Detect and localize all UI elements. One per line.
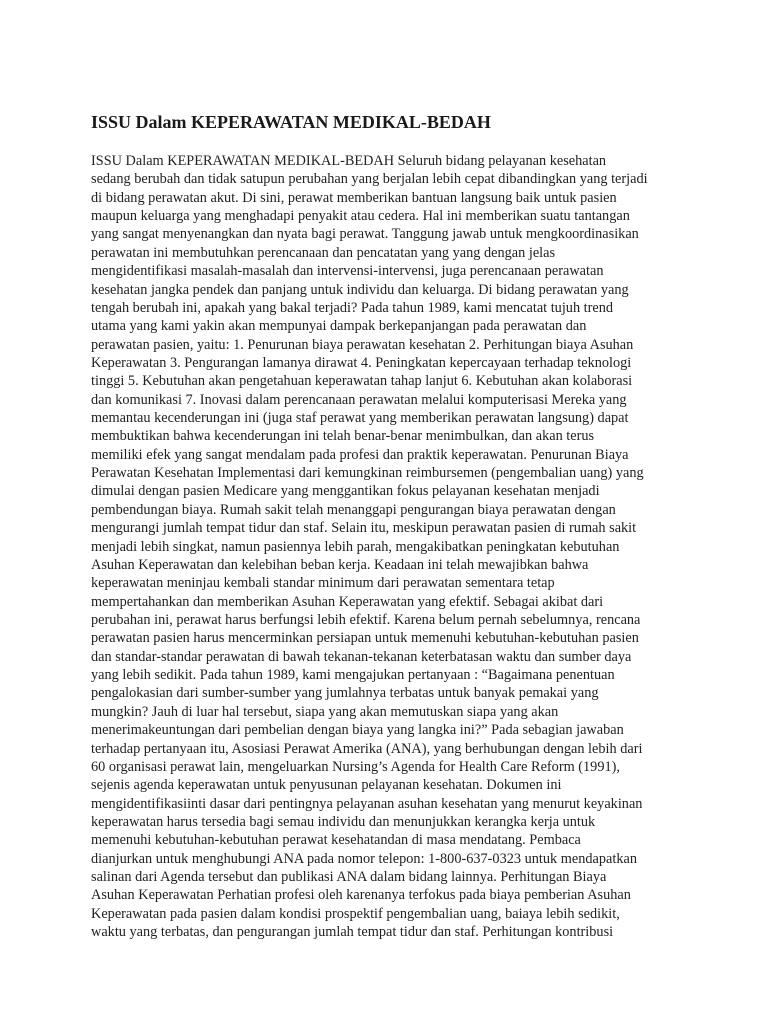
body-text-line: 60 organisasi perawat lain, mengeluarkan Nursing’s Agenda for Health Care Reform (1991), [91, 758, 620, 775]
body-text-line: menjadi lebih singkat, namun pasiennya lebih parah, mengakibatkan peningkatan kebutuhan [91, 538, 620, 555]
document-title: ISSU Dalam KEPERAWATAN MEDIKAL-BEDAH [91, 112, 491, 132]
body-text-line: Perawatan Kesehatan Implementasi dari kemungkinan reimbursemen (pengembalian uang) yang [91, 465, 644, 482]
body-text-line: Asuhan Keperawatan dan kelebihan beban kerja. Keadaan ini telah mewajibkan bahwa [91, 556, 589, 573]
body-text-line: sejenis agenda keperawatan untuk penyusunan pelayanan kesehatan. Dokumen ini [91, 777, 562, 794]
body-text-line: keperawatan meninjau kembali standar minimum dari perawatan sementara tetap [91, 575, 555, 592]
body-text-line: tinggi 5. Kebutuhan akan pengetahuan keperawatan tahap lanjut 6. Kebutuhan akan kolaborasi [91, 373, 633, 390]
body-text-line: pembendungan biaya. Rumah sakit telah menanggapi pengurangan biaya perawatan dengan [91, 501, 616, 518]
body-text-line: dianjurkan untuk menghubungi ANA pada nomor telepon: 1-800-637-0323 untuk mendapatkan [91, 850, 637, 867]
body-text-line: Asuhan Keperawatan Perhatian profesi oleh karenanya terfokus pada biaya pemberian Asuhan [91, 887, 631, 904]
body-text-line: terhadap pertanyaan itu, Asosiasi Perawat Amerika (ANA), yang berhubungan dengan lebih dari [91, 740, 643, 757]
body-text-line: perawatan pasien harus mencerminkan persiapan untuk memenuhi kebutuhan-kebutuhan pasien [91, 630, 639, 647]
document-body [91, 152, 691, 941]
body-text-line: kesehatan jangka pendek dan panjang untuk individu dan keluarga. Di bidang perawatan yang [91, 281, 629, 298]
body-text-line: utama yang kami yakin akan mempunyai dampak berkepanjangan pada perawatan dan [91, 318, 587, 335]
body-text-line: yang lebih sedikit. Pada tahun 1989, kami mengajukan pertanyaan : “Bagaimana penentuan [91, 667, 615, 684]
body-text-line: menerimakeuntungan dari pembelian dengan biaya yang langka ini?” Pada sebagian jawaban [91, 722, 624, 739]
body-text-line: ISSU Dalam KEPERAWATAN MEDIKAL-BEDAH Seluruh bidang pelayanan kesehatan [91, 153, 607, 169]
body-text-line: memenuhi kebutuhan-kebutuhan perawat kesehatandan di masa mendatang. Pembaca [91, 832, 581, 849]
body-text-line: pengalokasian dari sumber-sumber yang jumlahnya terbatas untuk banyak pemakai yang [91, 685, 599, 702]
body-text-line: membuktikan bahwa kecenderungan ini telah benar-benar menimbulkan, dan akan terus [91, 428, 595, 445]
body-text-line: perubahan ini, perawat harus berfungsi lebih efektif. Karena belum pernah sebelumnya, rencana [91, 611, 641, 628]
body-text-line: mengidentifikasi masalah-masalah dan intervensi-intervensi, juga perencanaan perawatan [91, 263, 604, 280]
body-text-line: memiliki efek yang sangat mendalam pada profesi dan praktik keperawatan. Penurunan Biaya [91, 446, 629, 463]
body-text-line: di bidang perawatan akut. Di sini, perawat memberikan bantuan langsung baik untuk pasien [91, 189, 617, 206]
body-text-line: waktu yang terbatas, dan pengurangan jumlah tempat tidur dan staf. Perhitungan kontribusi [91, 924, 614, 941]
body-text-line: perawatan ini membutuhkan perencanaan dan pencatatan yang yang dengan jelas [91, 244, 556, 261]
body-text-line: keperawatan harus tersedia bagi semau individu dan menunjukkan kerangka kerja untuk [91, 813, 596, 830]
body-text-line: Keperawatan 3. Pengurangan lamanya dirawat 4. Peningkatan kepercayaan terhadap teknologi [91, 354, 632, 371]
body-text-line: dimulai dengan pasien Medicare yang menggantikan fokus pelayanan kesehatan menjadi [91, 483, 600, 500]
body-text-line: yang sangat menyenangkan dan nyata bagi perawat. Tanggung jawab untuk mengkoordinasikan [91, 226, 639, 243]
body-text-line: dan standar-standar perawatan di bawah tekanan-tekanan keterbatasan waktu dan sumber daya [91, 648, 632, 665]
body-text-line: mempertahankan dan memberikan Asuhan Keperawatan yang efektif. Sebagai akibat dari [91, 593, 604, 610]
body-text-line: tengah berubah ini, apakah yang bakal terjadi? Pada tahun 1989, kami mencatat tujuh trend [91, 299, 614, 316]
body-text-line: mungkin? Jauh di luar hal tersebut, siapa yang akan memutuskan siapa yang akan [91, 703, 559, 720]
body-text-line: salinan dari Agenda tersebut dan publikasi ANA dalam bidang lainnya. Perhitungan Biaya [91, 869, 607, 886]
body-text-line: mengurangi jumlah tempat tidur dan staf. Selain itu, meskipun perawatan pasien di rumah sakit [91, 520, 637, 537]
body-text-line: perawatan pasien, yaitu: 1. Penurunan biaya perawatan kesehatan 2. Perhitungan biaya Asuhan [91, 336, 634, 353]
body-text-line: mengidentifikasiinti dasar dari pentingnya pelayanan asuhan kesehatan yang menurut keyakinan [91, 795, 643, 812]
body-text-line: Keperawatan pada pasien dalam kondisi prospektif pengembalian uang, baiaya lebih sedikit, [91, 905, 620, 922]
body-text-line: sedang berubah dan tidak satupun perubahan yang berjalan lebih cepat dibandingkan yang terjadi [91, 171, 648, 188]
body-text-line: dan komunikasi 7. Inovasi dalam perencanaan perawatan melalui komputerisasi Mereka yang [91, 391, 627, 408]
body-text-line: memantau kecenderungan ini (juga staf perawat yang memberikan perawatan langsung) dapat [91, 410, 629, 427]
body-text-line: maupun keluarga yang menghadapi penyakit atau cedera. Hal ini memberikan suatu tantangan [91, 208, 630, 225]
